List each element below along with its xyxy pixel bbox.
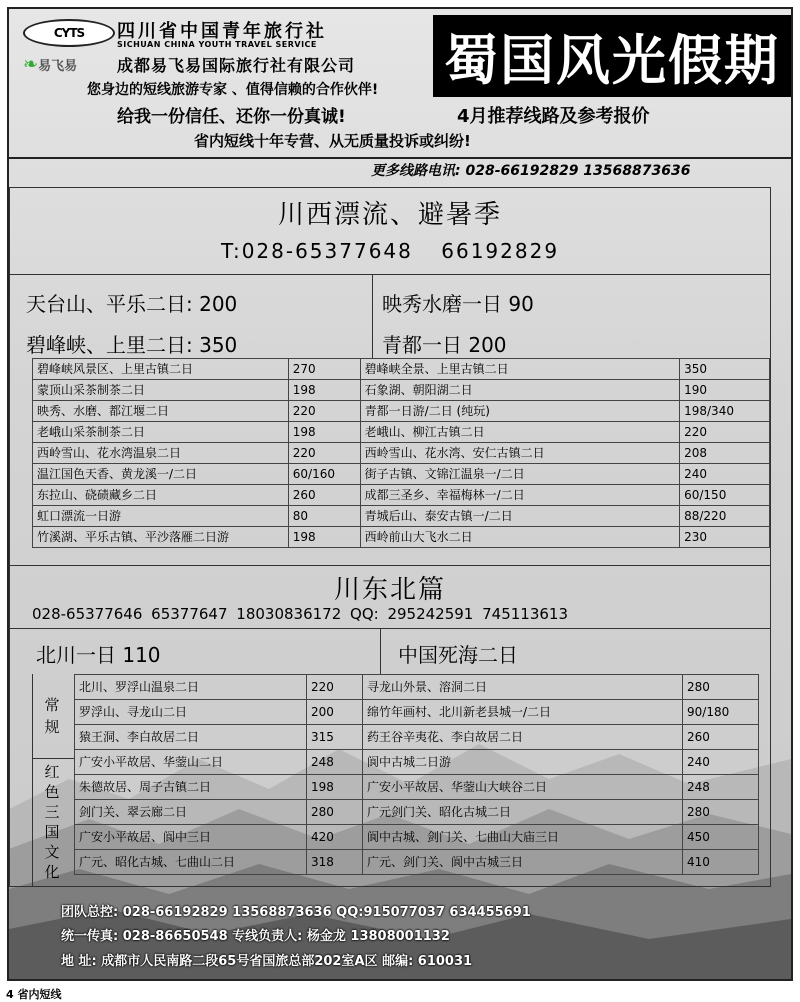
route-price: 198/340 [680,401,770,422]
highlight-route: 青都一日 200 [382,333,507,357]
section-phone: T:028-65377648 66192829 [220,239,560,263]
route-price: 220 [288,401,360,422]
table-row [75,800,759,825]
table-row [33,527,770,548]
route-price: 260 [683,725,759,750]
route-name: 广元剑门关、昭化古城二日 [363,800,683,825]
route-name: 罗浮山、寻龙山二日 [75,700,307,725]
recommend-title: 4月推荐线路及参考报价 [457,106,650,127]
table-row [75,675,759,700]
route-name: 蒙顶山采茶制茶二日 [33,380,289,401]
footer-fax: 统一传真: 028-86650548 专线负责人: 杨金龙 13808001132 [61,929,450,944]
route-name: 老峨山采茶制茶二日 [33,422,289,443]
highlight-route: 映秀水磨一日 90 [382,292,534,316]
route-price: 220 [307,675,363,700]
route-name: 石象湖、朝阳湖二日 [360,380,679,401]
main-title: 蜀国风光假期 [433,15,791,97]
route-price: 318 [307,850,363,875]
route-price: 90/180 [683,700,759,725]
route-name: 广元、剑门关、阆中古城三日 [363,850,683,875]
route-name: 老峨山、柳江古镇二日 [360,422,679,443]
highlight-route: 天台山、平乐二日: 200 [26,292,238,316]
divider [10,274,770,275]
table-row [33,380,770,401]
route-price: 280 [683,800,759,825]
cyts-logo [23,19,115,47]
route-price: 198 [307,775,363,800]
leaf-icon: ❧ [23,54,39,75]
section-northeast-sichuan [9,565,771,887]
route-name: 街子古镇、文锦江温泉一/二日 [360,464,679,485]
route-name: 西岭前山大飞水二日 [360,527,679,548]
poster-sheet [7,7,793,981]
route-price: 248 [307,750,363,775]
table-row [75,850,759,875]
category-char: 化 [44,862,60,881]
route-price: 420 [307,825,363,850]
route-price: 220 [288,443,360,464]
route-price: 280 [307,800,363,825]
route-name: 东拉山、硗碛藏乡二日 [33,485,289,506]
route-name: 阆中古城二日游 [363,750,683,775]
route-name: 寻龙山外景、溶洞二日 [363,675,683,700]
table-row [33,464,770,485]
highlight-route: 碧峰峡、上里二日: 350 [26,333,238,357]
route-price: 240 [683,750,759,775]
route-price: 410 [683,850,759,875]
org-name-cyts: 四川省中国青年旅行社 [117,21,327,42]
route-name: 映秀、水磨、都江堰二日 [33,401,289,422]
route-name: 猿王洞、李白故居二日 [75,725,307,750]
table-row [33,506,770,527]
route-price: 240 [680,464,770,485]
route-price: 248 [683,775,759,800]
efy-logo [23,54,77,75]
route-name: 碧峰峡风景区、上里古镇二日 [33,359,289,380]
header [9,9,791,179]
route-name: 竹溪湖、平乐古镇、平沙落雁二日游 [33,527,289,548]
slogan-quality: 省内短线十年专营、从无质量投诉或纠纷! [194,132,471,150]
cyts-logo-text: CYTS [53,26,85,40]
slogan-trust: 给我一份信任、还你一份真诚! [117,107,346,127]
category-char: 文 [44,842,60,861]
route-name: 朱德故居、周子古镇二日 [75,775,307,800]
route-name: 青都一日游/二日 (纯玩) [360,401,679,422]
route-name: 广安小平故居、华蓥山大峡谷二日 [363,775,683,800]
route-price: 208 [680,443,770,464]
category-red-three-kingdoms [32,758,72,885]
route-price: 80 [288,506,360,527]
table-row [75,825,759,850]
org-name-cyts-en: SICHUAN CHINA YOUTH TRAVEL SERVICE [117,40,317,49]
header-divider [9,157,791,159]
route-name: 青城后山、泰安古镇一/二日 [360,506,679,527]
category-regular [32,674,72,758]
route-name: 温江国色天香、黄龙溪一/二日 [33,464,289,485]
route-name: 广安小平故居、华蓥山二日 [75,750,307,775]
route-price: 220 [680,422,770,443]
route-price: 270 [288,359,360,380]
route-price: 350 [680,359,770,380]
section-phones: 028-65377646 65377647 18030836172 QQ: 295242591 745113613 [32,605,569,623]
table-row [75,775,759,800]
table-row [33,422,770,443]
hotline: 更多线路电讯: 028-66192829 13568873636 [371,163,691,179]
divider [372,274,373,358]
route-name: 广安小平故居、阆中三日 [75,825,307,850]
table-row [33,443,770,464]
route-price: 260 [288,485,360,506]
page-label: 4 省内短线 [6,988,62,1001]
efy-logo-text: 易飞易 [38,59,78,74]
route-price: 190 [680,380,770,401]
route-name: 绵竹年画村、北川新老县城一/二日 [363,700,683,725]
highlight-route: 中国死海二日 [398,643,518,667]
section-title: 川东北篇 [333,575,446,605]
route-name: 虹口漂流一日游 [33,506,289,527]
highlight-route: 北川一日 110 [36,643,161,667]
route-name: 广元、昭化古城、七曲山二日 [75,850,307,875]
table-row [75,700,759,725]
divider [380,628,381,674]
org-name-efy: 成都易飞易国际旅行社有限公司 [117,56,356,75]
section-title: 川西漂流、避暑季 [277,200,502,230]
category-char: 三 [44,802,60,821]
category-char: 规 [44,718,60,736]
category-char: 国 [44,822,60,841]
route-name: 西岭雪山、花水湾温泉二日 [33,443,289,464]
section-west-sichuan [9,187,771,566]
footer-address: 地 址: 成都市人民南路二段65号省国旅总部202室A区 邮编: 610031 [61,954,473,969]
route-price: 315 [307,725,363,750]
table-row [75,725,759,750]
price-table-west [32,358,770,548]
category-char: 色 [44,782,60,801]
route-price: 230 [680,527,770,548]
route-price: 198 [288,527,360,548]
route-name: 北川、罗浮山温泉二日 [75,675,307,700]
route-name: 西岭雪山、花水湾、安仁古镇二日 [360,443,679,464]
divider [10,628,770,629]
route-price: 280 [683,675,759,700]
table-row [33,485,770,506]
table-row [33,359,770,380]
table-row [33,401,770,422]
route-name: 碧峰峡全景、上里古镇二日 [360,359,679,380]
route-name: 药王谷辛夷花、李白故居二日 [363,725,683,750]
route-price: 60/160 [288,464,360,485]
route-price: 88/220 [680,506,770,527]
route-price: 450 [683,825,759,850]
slogan-partner: 您身边的短线旅游专家 、值得信赖的合作伙伴! [87,82,379,98]
route-price: 198 [288,380,360,401]
route-name: 阆中古城、剑门关、七曲山大庙三日 [363,825,683,850]
route-price: 198 [288,422,360,443]
route-price: 60/150 [680,485,770,506]
table-row [75,750,759,775]
category-char: 常 [44,696,60,714]
category-char: 红 [44,762,60,781]
route-price: 200 [307,700,363,725]
price-table-northeast [74,674,759,875]
route-name: 剑门关、翠云廊二日 [75,800,307,825]
footer-contact: 团队总控: 028-66192829 13568873636 QQ:915077037 634455691 [61,905,531,920]
route-name: 成都三圣乡、幸福梅林一/二日 [360,485,679,506]
